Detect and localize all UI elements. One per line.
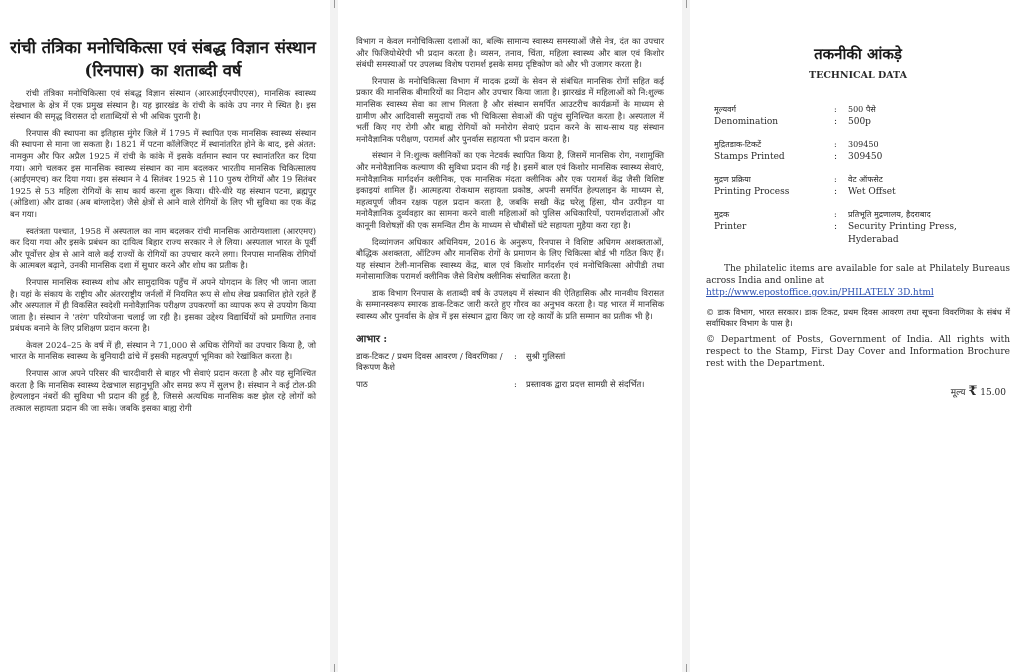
tech-row xyxy=(706,186,1010,199)
acknowledgement-value: प्रस्तावक द्वारा प्रदत्त सामग्री से संदर्भित। xyxy=(526,378,645,389)
fold-mark-bottom-right xyxy=(686,664,687,672)
colon: : xyxy=(834,152,838,162)
tech-key: Denomination xyxy=(714,117,779,127)
acknowledgement-key: पाठ xyxy=(356,378,368,389)
availability-text: The philatelic items are available for sale at Philately Bureaus across India and online at xyxy=(706,264,1010,286)
availability-note xyxy=(706,263,1010,299)
tech-key: Stamps Printed xyxy=(714,152,785,162)
price xyxy=(706,384,1010,399)
tech-row xyxy=(706,173,1010,186)
tech-key: मूल्यवर्ग xyxy=(714,105,737,114)
copyright-hindi: © डाक विभाग, भारत सरकार। डाक टिकट, प्रथम दिवस आवरण तथा सूचना विवरणिका के संबंध में सर्वाधिकार विभाग के पास है। xyxy=(706,307,1010,329)
tech-row xyxy=(706,208,1010,221)
colon: : xyxy=(834,140,837,149)
left-panel xyxy=(0,0,330,672)
tech-key: मुद्रक xyxy=(714,210,730,219)
epostoffice-link[interactable]: http://www.epostoffice.gov.in/PHILATELY 3D.html xyxy=(706,288,934,298)
tech-value: 500 पैसे xyxy=(848,105,876,114)
right-panel xyxy=(690,0,1024,672)
brochure-title: रांची तंत्रिका मनोचिकित्सा एवं संबद्ध विज्ञान संस्थान (रिनपास) का शताब्दी वर्ष xyxy=(10,38,316,80)
middle-panel xyxy=(338,0,682,672)
technical-data-title: TECHNICAL DATA xyxy=(809,70,907,81)
paragraph: रिनपास के मनोचिकित्सा विभाग में मादक द्रव्यों के सेवन से संबंधित मानसिक रोगों सहित कई प्रकार की मानसिक बीमारियों का निदान और उपचार किया जाता है। झारखंड में महिलाओं को नि:शुल्क मानसिक स्वास्थ्य सेवा का लाभ मिलता है और संस्थान समर्पित आउटरीच कार्यक्रमों के माध्यम से ग्रामीण और आदिवासी समुदायों तक भी चिकित्सा सेवाओं की पहुंच सुनिश्चित करता है। अस्पताल में भर्ती किए गए रोगी और बाह्य रोगियों को मनोरोग सेवाएं प्रदान करने के साथ-साथ यह संस्थान मनोवैज्ञानिक परीक्षण, परामर्श और पुनर्वास सहायता भी प्रदान करता है। xyxy=(356,75,664,144)
tech-value: वेट ऑफसेट xyxy=(848,175,883,184)
tech-value: प्रतिभूति मुद्रणालय, हैदराबाद xyxy=(848,210,931,219)
tech-value: Wet Offset xyxy=(848,187,896,197)
acknowledgement-heading: आभार : xyxy=(356,333,388,345)
tech-value: Security Printing Press, Hyderabad xyxy=(848,222,957,245)
tech-value: 309450 xyxy=(848,140,879,149)
paragraph: केवल 2024–25 के वर्ष में ही, संस्थान ने 71,000 से अधिक रोगियों का उपचार किया है, जो भारत के मानसिक स्वास्थ्य के बुनियादी ढांचे में इसकी महत्वपूर्ण भूमिका को रेखांकित करता है। xyxy=(10,339,316,362)
tech-key: Printer xyxy=(714,222,747,232)
paragraph: रिनपास मानसिक स्वास्थ्य शोध और सामुदायिक पहुँच में अपने योगदान के लिए भी जाना जाता है। यहां के संकाय के राष्ट्रीय और अंतरराष्ट्रीय जर्नलों में नियमित रूप से शोध लेख प्रकाशित होते रहते हैं और अस्पताल में ही विकसित स्वदेशी मनोवैज्ञानिक परीक्षण उपकरणों का व्यापक रूप से उपयोग किया जाता है। संस्थान ने 'तरंग' परियोजना चलाई जा रही है। इसका उद्देश्य विद्यार्थियों को प्रमाणित तनाव प्रबंधक बनाने के लिए प्रशिक्षण प्रदान करना है। xyxy=(10,276,316,334)
acknowledgement-value: सुश्री गुलिस्तां xyxy=(526,350,566,361)
paragraph: रिनपास की स्थापना का इतिहास मुंगेर जिले में 1795 में स्थापित एक मानसिक स्वास्थ्य संस्थान की स्थापना से माना जा सकता है। 1821 में पटना कॉलेजिएट में स्थानांतरित होने के बाद, इसे अंतत: नामकुम और फिर अप्रैल 1925 में रांची के कांके में इसके वर्तमान स्थान पर स्थानांतरित कर दिया गया। आगे चलकर इस मानसिक स्वास्थ्य संस्थान का नाम बदलकर भारतीय मानसिक चिकित्सालय (आईएमएच) कर दिया गया। इस संस्थान ने 4 सितंबर 1925 से 110 पुरुष रोगियों और 19 सितंबर 1925 से 53 महिला रोगियों के साथ कार्य करना शुरू किया। धीरे-धीरे यह संस्थान पटना, ब्रह्मपुर (ओडिशा) और ढाका (अब बांग्लादेश) जैसे क्षेत्रों से आने वाले रोगियों के लिए भी सुविधा का एक केंद्र बन गया। xyxy=(10,127,316,219)
colon: : xyxy=(834,222,838,232)
paragraph: डाक विभाग रिनपास के शताब्दी वर्ष के उपलक्ष्य में संस्थान की ऐतिहासिक और मानवीय विरासत के सम्मानस्वरूप स्मारक डाक-टिकट जारी करते हुए गौरव का अनुभव करता है। यह भारत में मानसिक स्वास्थ्य और पुनर्वास के क्षेत्र में इस संस्थान द्वारा किए जा रहे कार्यों के प्रति सम्मान का प्रतीक भी है। xyxy=(356,287,664,322)
tech-key: मुद्रण प्रक्रिया xyxy=(714,175,751,184)
tech-value: 309450 xyxy=(848,152,883,162)
colon: : xyxy=(514,378,517,389)
fold-mark-top-right xyxy=(686,0,687,8)
rupee-icon: ₹ xyxy=(968,383,978,399)
tech-row xyxy=(706,151,1010,164)
fold-mark-top-left xyxy=(334,0,335,8)
tech-key: मुद्रितडाक-टिकटें xyxy=(714,140,762,149)
colon: : xyxy=(834,105,837,114)
colon: : xyxy=(514,350,517,361)
technical-data-title-hindi: तकनीकी आंकड़े xyxy=(814,45,902,63)
copyright-english: © Department of Posts, Government of India. All rights with respect to the Stamp, First Day Cover and Information Brochure rest with the Department. xyxy=(706,334,1010,369)
paragraph: रांची तंत्रिका मनोचिकित्सा एवं संबद्ध विज्ञान संस्थान (आरआईएनपीएएस), मानसिक स्वास्थ्य देखभाल के क्षेत्र में एक प्रमुख संस्थान है। यह झारखंड के रांची के कांके उप नगर मे स्थित है। इस संस्थान की समृद्ध विरासत दो शताब्दियों से भी अधिक पुरानी है। xyxy=(10,88,316,122)
acknowledgement-row xyxy=(356,351,664,374)
colon: : xyxy=(834,175,837,184)
paragraph: रिनपास आज अपने परिसर की चारदीवारी से बाहर भी सेवाएं प्रदान करता है और यह सुनिश्चित करता है कि मानसिक स्वास्थ्य देखभाल सहानुभूति और समग्र रूप में सुलभ है। संस्थान ने कई टोल-फ्री हेल्पलाइन नंबरों की सुविधा भी प्रदान की हुई है, जिससे अत्यधिक मानसिक कष्ट झेल रहे लोगों को तत्काल सहायता प्रदान की जा सके। जबकि इसका बाह्य रोगी xyxy=(10,368,316,413)
tech-row xyxy=(706,138,1010,151)
price-value: 15.00 xyxy=(980,387,1006,398)
tech-row xyxy=(706,103,1010,116)
paragraph: दिव्यांगजन अधिकार अधिनियम, 2016 के अनुरूप, रिनपास ने विशिष्ट अधिगम अशक्तताओं, बौद्धिक अशक्तता, ऑटिज्म और मानसिक रोगों के प्रमाणन के लिए चिकित्सा बोर्ड भी गठित किए हैं। यह संस्थान टेली-मानसिक स्वास्थ्य केंद्र, बाल एवं किशोर मार्गदर्शन एवं मनोचिकित्सा ओपीडी तथा मनोसामाजिक परामर्श क्लीनिक जैसे विशेष क्लीनिक संचालित करता है। xyxy=(356,236,664,282)
tech-value: 500p xyxy=(848,117,871,127)
paragraph: स्वतंत्रता पश्चात, 1958 में अस्पताल का नाम बदलकर रांची मानसिक आरोग्यशाला (आरएमए) कर दिया गया और इसके प्रबंधन का दायित्व बिहार राज्य सरकार ने ले लिया। अस्पताल भारत के पूर्वी और पूर्वोत्तर क्षेत्र से आने वाले कई राज्यों के रोगियों का उपचार करने लगा। रिनपास मानसिक रोगियों के आत्मबल बढ़ाने, उनकी मानसिक दशा में सुधार करने और शोध का प्रतीक है। xyxy=(10,225,316,271)
acknowledgement-key: डाक-टिकट / प्रथम दिवस आवरण / विवरणिका / विरूपण कैशे xyxy=(356,350,503,373)
paragraph: विभाग न केवल मनोचिकित्सा दशाओं का, बल्कि सामान्य स्वास्थ्य समस्याओं जैसे नेत्र, दंत का उपचार और फिजियोथेरेपी भी प्रदान करता है। व्यसन, तनाव, चिंता, महिला स्वास्थ्य और बाल एवं किशोर संबंधी समस्याओं पर उपलब्ध विशेष परामर्श इसके समग्र दृष्टिकोण को और भी उजागर करता है। xyxy=(356,36,664,70)
acknowledgement-row xyxy=(356,379,664,391)
price-label: मूल्य xyxy=(950,387,966,398)
fold-mark-bottom-left xyxy=(334,664,335,672)
colon: : xyxy=(834,187,838,197)
colon: : xyxy=(834,117,838,127)
colon: : xyxy=(834,210,837,219)
tech-key: Printing Process xyxy=(714,187,790,197)
tech-row xyxy=(706,116,1010,129)
tech-row xyxy=(706,221,1010,247)
paragraph: संस्थान ने नि:शुल्क क्लीनिकों का एक नेटवर्क स्थापित किया है, जिसमें मानसिक रोग, नशामुक्ति और मनोवैज्ञानिक कल्याण की सुविधा प्रदान की गई है। इसमें बाल एवं किशोर मानसिक स्वास्थ्य सेवाएं, मनोवैज्ञानिक मार्गदर्शन क्लीनिक, एक मानसिक मंदता क्लीनिक और एक परामर्श केंद्र जैसी विशिष्ट इकाइयां शामिल हैं। आत्महत्या रोकथाम सहायता प्रकोष्ठ, अपनी समर्पित हेल्पलाइन के माध्यम से, महत्वपूर्ण जीवन रक्षक पहल प्रदान करता है, जबकि सखी केंद्र घरेलू हिंसा, यौन उत्पीड़न या मनोवैज्ञानिक दुर्व्यवहार का सामना करने वाली महिलाओं को पुलिस अधिकारियों, परामर्शदाताओं और कानूनी विशेषज्ञों की एक समन्वित टीम के माध्यम से चौबीसों घंटे सहायता मुहैया करा रहा है। xyxy=(356,150,664,230)
